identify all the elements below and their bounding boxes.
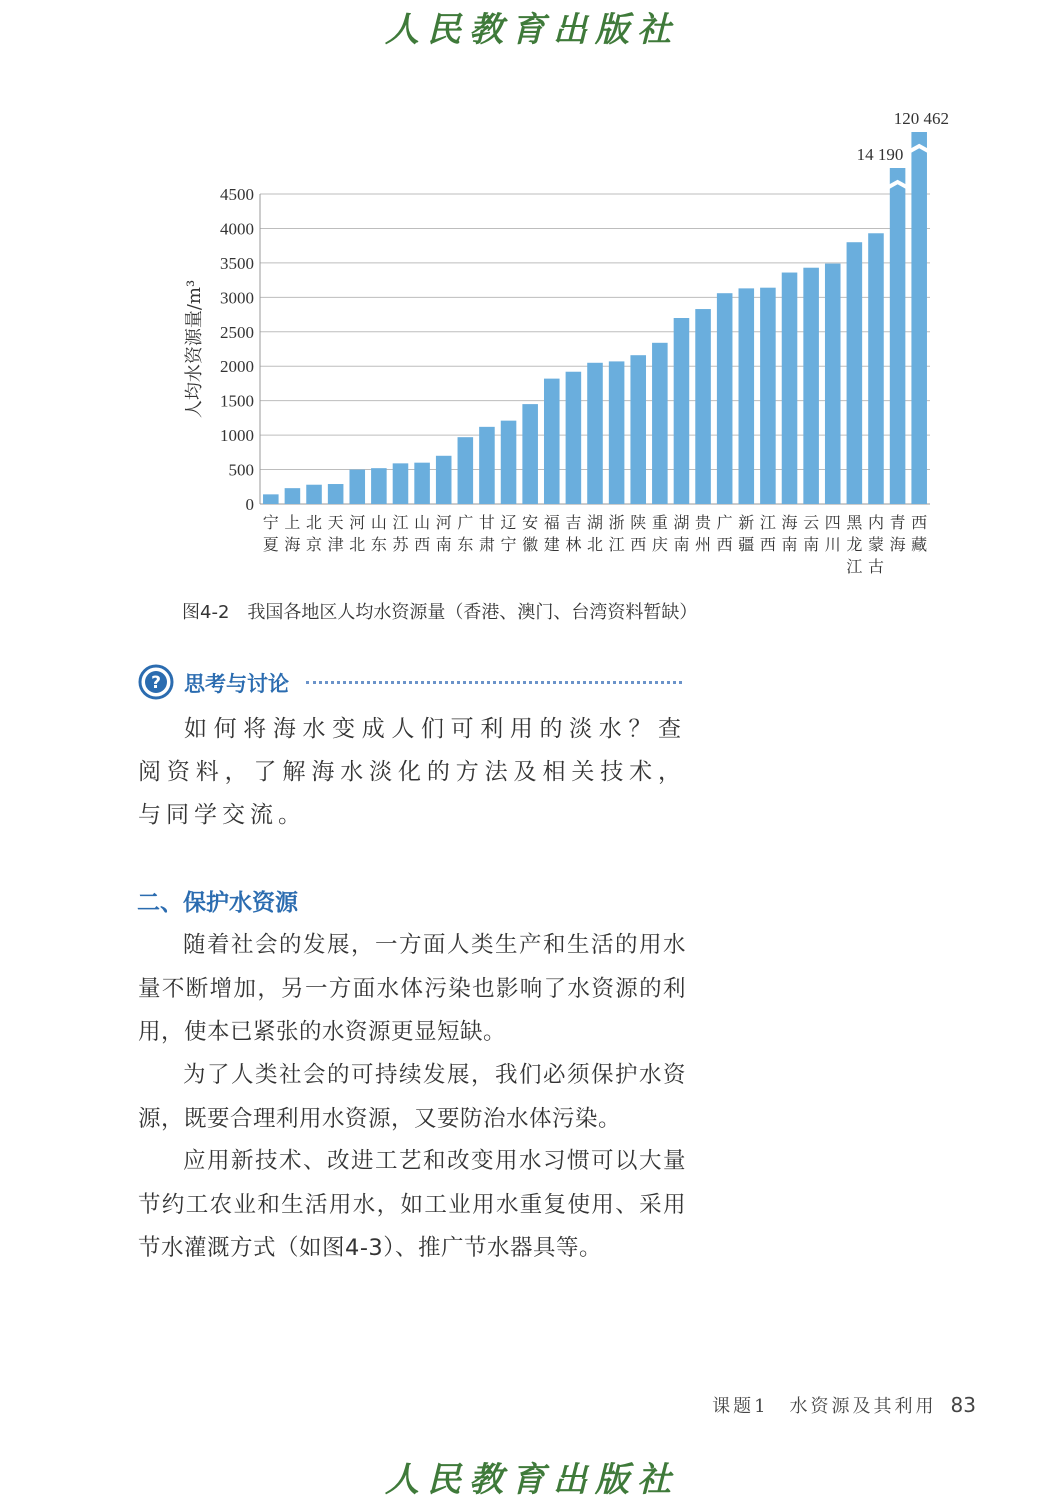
category-label: 庆: [651, 535, 668, 554]
page-number: 83: [950, 1393, 976, 1417]
category-label: 北: [349, 535, 366, 554]
y-tick-label: 4000: [220, 219, 254, 239]
page-footer: [712, 1392, 976, 1418]
category-label: 海: [889, 535, 906, 554]
category-label: 河: [435, 513, 452, 532]
category-label: 西: [759, 535, 776, 554]
bar-湖北: [587, 363, 603, 504]
y-tick-label: 2000: [220, 357, 254, 377]
dotted-divider: [306, 681, 682, 684]
think-discuss-header: [138, 664, 683, 702]
category-label: 西: [716, 535, 733, 554]
category-label: 南: [803, 535, 820, 554]
bar-上海: [285, 488, 301, 504]
bar-吉林: [566, 372, 582, 504]
publisher-logo-top: 人民教育出版社: [385, 10, 679, 50]
question-icon: [138, 664, 174, 700]
category-label: 南: [435, 535, 452, 554]
category-label: 京: [306, 535, 323, 554]
category-label: 西: [630, 535, 647, 554]
bar-辽宁: [501, 421, 517, 504]
bar-云南: [803, 268, 819, 504]
category-label: 江: [608, 535, 625, 554]
category-label: 河: [349, 513, 366, 532]
bar-安徽: [522, 404, 538, 504]
category-label: 东: [370, 535, 387, 554]
category-label: 广: [457, 513, 474, 532]
category-label: 建: [543, 535, 560, 554]
bar-北京: [306, 485, 322, 504]
body-paragraph: 随着社会的发展，一方面人类生产和生活的用水量不断增加，另一方面水体污染也影响了水资源的利用，使本已紧张的水资源更显短缺。: [138, 932, 686, 1045]
think-discuss-title: 思考与讨论: [184, 672, 289, 696]
body-paragraph: 为了人类社会的可持续发展，我们必须保护水资源，既要合理利用水资源，又要防治水体污染。: [138, 1062, 686, 1132]
category-label: 林: [565, 535, 582, 554]
category-label: 江: [846, 557, 863, 576]
category-label: 吉: [565, 513, 582, 532]
category-label: 广: [716, 513, 733, 532]
bar-甘肃: [479, 427, 495, 504]
bar-河北: [349, 470, 365, 504]
bar-内蒙古: [868, 233, 884, 504]
category-label: 西: [414, 535, 431, 554]
bar-黑龙江: [847, 242, 863, 504]
category-label: 山: [370, 513, 387, 532]
water-resources-bar-chart: [160, 100, 960, 590]
bar-重庆: [652, 343, 668, 504]
category-label: 川: [824, 535, 841, 554]
category-label: 古: [867, 557, 884, 576]
category-label: 蒙: [867, 535, 884, 554]
category-label: 宁: [500, 535, 517, 554]
category-label: 夏: [262, 535, 279, 554]
y-tick-label: 1000: [220, 426, 254, 446]
y-tick-label: 1500: [220, 391, 254, 411]
section-title: 二、保护水资源: [137, 890, 298, 916]
y-tick-label: 500: [228, 460, 254, 480]
category-label: 北: [586, 535, 604, 554]
category-label: 天: [327, 513, 344, 532]
category-label: 湖: [586, 513, 604, 532]
bar-西藏: [911, 132, 927, 504]
category-label: 西: [911, 513, 928, 532]
figure-caption: [182, 598, 697, 624]
category-label: 四: [824, 513, 841, 532]
bar-江西: [760, 288, 776, 504]
y-tick-label: 2500: [220, 322, 254, 342]
bar-宁夏: [263, 494, 279, 504]
publisher-logo-bottom: 人民教育出版社: [385, 1460, 679, 1500]
bar-海南: [782, 273, 798, 504]
category-label: 疆: [738, 535, 755, 554]
category-label: 云: [803, 513, 820, 532]
y-tick-label: 3000: [220, 288, 254, 308]
figure-caption-text: 我国各地区人均水资源量（香港、澳门、台湾资料暂缺）: [247, 602, 698, 623]
category-label: 徽: [522, 535, 539, 554]
bar-浙江: [609, 361, 625, 504]
category-label: 州: [695, 535, 712, 554]
category-label: 山: [414, 513, 431, 532]
bar-广东: [458, 437, 474, 504]
bar-青海: [890, 168, 906, 504]
y-tick-label: 3500: [220, 253, 254, 273]
category-label: 东: [457, 535, 474, 554]
category-label: 江: [759, 513, 776, 532]
category-label: 辽: [500, 513, 517, 532]
category-label: 苏: [392, 535, 409, 554]
bar-新疆: [739, 288, 755, 504]
lesson-title: 课题1 水资源及其利用: [712, 1396, 937, 1417]
category-label: 黑: [846, 513, 863, 532]
category-label: 宁: [262, 513, 279, 532]
bar-四川: [825, 264, 841, 504]
bar-河南: [436, 456, 452, 504]
category-label: 北: [306, 513, 323, 532]
bar-陕西: [630, 355, 646, 504]
category-label: 青: [889, 513, 906, 532]
data-label: 14 190: [856, 145, 904, 164]
category-label: 甘: [478, 513, 495, 532]
category-label: 陕: [630, 513, 647, 532]
category-label: 重: [651, 513, 668, 532]
think-discuss-text: 如何将海水变成人们可利用的淡水？查阅资料，了解海水淡化的方法及相关技术，与同学交流。: [138, 716, 686, 828]
bar-山西: [414, 463, 430, 504]
svg-text:?: ?: [151, 673, 161, 693]
bar-江苏: [393, 463, 409, 504]
category-label: 南: [781, 535, 798, 554]
y-tick-label: 4500: [220, 185, 254, 204]
bar-天津: [328, 484, 344, 504]
category-label: 肃: [478, 535, 495, 554]
y-tick-label: 0: [245, 495, 254, 514]
bar-广西: [717, 293, 733, 504]
category-label: 藏: [911, 535, 928, 554]
category-label: 津: [327, 535, 344, 554]
category-label: 海: [781, 513, 798, 532]
category-label: 湖: [673, 513, 690, 532]
category-label: 浙: [608, 513, 625, 532]
bar-山东: [371, 468, 387, 504]
figure-number: 图4-2: [182, 602, 230, 623]
category-label: 上: [284, 513, 301, 532]
category-label: 海: [284, 535, 301, 554]
category-label: 南: [673, 535, 690, 554]
bar-贵州: [695, 309, 711, 504]
body-paragraph: 应用新技术、改进工艺和改变用水习惯可以大量节约工农业和生活用水，如工业用水重复使用、采用节水灌溉方式（如图4-3）、推广节水器具等。: [138, 1148, 686, 1261]
category-label: 内: [867, 513, 884, 532]
category-label: 贵: [695, 513, 712, 532]
bar-湖南: [674, 318, 690, 504]
category-label: 新: [738, 513, 755, 532]
y-axis-label: 人均水资源量/m³: [184, 279, 205, 419]
category-label: 安: [522, 513, 539, 532]
bar-福建: [544, 379, 560, 504]
category-label: 龙: [846, 535, 863, 554]
category-label: 福: [543, 513, 560, 532]
category-label: 江: [392, 513, 409, 532]
data-label: 120 462: [893, 109, 949, 128]
